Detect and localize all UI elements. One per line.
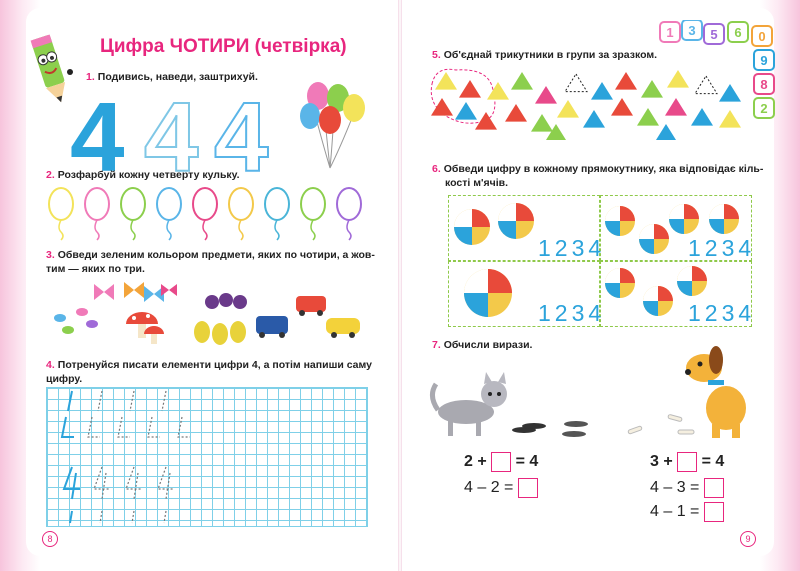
answer-box[interactable] — [677, 452, 697, 472]
task-number: 1. — [86, 71, 95, 83]
task-number: 5. — [432, 49, 441, 61]
task-number: 3. — [46, 249, 55, 261]
triangle-icon[interactable] — [665, 98, 687, 116]
answer-box[interactable] — [518, 478, 538, 498]
number-cube-digit: 1 — [666, 25, 674, 40]
task-3 — [46, 248, 375, 276]
balloon-outline-icon[interactable] — [85, 188, 109, 240]
book-spine — [398, 0, 402, 571]
balloon-outline-icon[interactable] — [157, 188, 181, 240]
expression-part: = 4 — [515, 453, 539, 471]
task-number: 6. — [432, 163, 441, 175]
page-title: Цифра ЧОТИРИ (четвірка) — [100, 36, 347, 57]
task-text: Розфарбуй кожну четверту кульку. — [57, 169, 240, 181]
number-cube-digit: 0 — [758, 29, 766, 44]
digit-four-hatched: 4 — [214, 82, 269, 192]
expression-part: = 4 — [701, 453, 725, 471]
balloon-outline-icon[interactable] — [49, 188, 73, 240]
number-cube — [660, 22, 680, 42]
answer-box[interactable] — [491, 452, 511, 472]
triangle-icon[interactable] — [511, 72, 533, 90]
triangle-icon[interactable] — [475, 112, 497, 130]
expression-dog-2 — [650, 478, 724, 498]
triangle-icon[interactable] — [431, 98, 453, 116]
plum-icon — [205, 293, 247, 309]
cat-with-fish-icon — [428, 372, 598, 442]
triangle-icon[interactable] — [611, 98, 633, 116]
triangle-icon[interactable] — [535, 86, 557, 104]
butterfly-icon — [94, 282, 177, 302]
task-text-line-2: тим — яких по три. — [46, 263, 145, 275]
balloon-outline-icon[interactable] — [229, 188, 253, 240]
triangle-icon[interactable] — [691, 108, 713, 126]
number-cube-digit: 3 — [688, 23, 696, 38]
task-number: 4. — [46, 359, 55, 371]
triangle-icon[interactable] — [531, 114, 553, 132]
number-cube — [728, 22, 748, 42]
balloon-outlines-row — [44, 186, 374, 242]
expression-cat-1 — [464, 452, 538, 472]
expression-dog-1 — [650, 452, 724, 472]
triangle-icon[interactable] — [719, 110, 741, 128]
task-number: 2. — [46, 169, 55, 181]
triangle-icon[interactable] — [505, 104, 527, 122]
balloon-outline-icon[interactable] — [265, 188, 289, 240]
triangle-icon[interactable] — [719, 84, 741, 102]
number-cube-digit: 6 — [734, 25, 742, 40]
page-number-right: 9 — [740, 531, 756, 547]
number-cube — [704, 24, 724, 44]
task-7 — [432, 338, 532, 352]
answer-box[interactable] — [704, 478, 724, 498]
balloon-outline-icon[interactable] — [337, 188, 361, 240]
digit-four-solid: 4 — [70, 82, 125, 192]
car-icon — [256, 296, 360, 338]
pear-icon — [194, 321, 246, 345]
task-6 — [432, 162, 763, 190]
expression-part: 2 + — [464, 453, 487, 471]
expression-dog-3 — [650, 502, 724, 522]
answer-box[interactable] — [704, 502, 724, 522]
number-cube-digit: 2 — [760, 101, 768, 116]
task-text: Об'єднай трикутники в групи за зразком. — [443, 49, 658, 61]
task-4 — [46, 358, 372, 386]
balloon-outline-icon[interactable] — [193, 188, 217, 240]
expression-part: 4 – 3 = — [650, 479, 700, 497]
triangle-icon[interactable] — [435, 72, 457, 90]
ball-count-digits-2[interactable]: 1234 — [688, 235, 756, 261]
triangle-icon[interactable] — [655, 124, 677, 140]
triangle-icon[interactable] — [667, 70, 689, 88]
task-text-line-1: Обведи цифру в кожному прямокутнику, яка відповідає кіль- — [443, 163, 764, 175]
expression-part: 4 – 1 = — [650, 503, 700, 521]
candy-icon — [54, 308, 98, 334]
triangle-icon[interactable] — [487, 82, 509, 100]
mushroom-icon — [126, 312, 164, 344]
triangle-icon[interactable] — [455, 102, 477, 120]
task-text-line-1: Потренуйся писати елементи цифри 4, а потім напиши саму — [57, 359, 372, 371]
triangle-icon[interactable] — [637, 108, 659, 126]
number-cube-digit: 5 — [710, 27, 718, 42]
balloon-outline-icon[interactable] — [121, 188, 145, 240]
triangle-icon[interactable] — [583, 110, 605, 128]
number-cube — [682, 20, 702, 40]
triangle-icon[interactable] — [459, 80, 481, 98]
ball-count-digits-3[interactable]: 1234 — [538, 300, 606, 326]
number-cube-digit: 8 — [760, 77, 768, 92]
task-2 — [46, 168, 240, 182]
task-text-line-2: кості м'ячів. — [445, 177, 508, 189]
page-number-left: 8 — [42, 531, 58, 547]
triangle-icon[interactable] — [641, 80, 663, 98]
balloon-outline-icon[interactable] — [301, 188, 325, 240]
triangles-picture[interactable] — [426, 64, 766, 140]
ball-count-digits-4[interactable]: 1234 — [688, 300, 756, 326]
triangle-icon[interactable] — [591, 82, 613, 100]
dog-with-bones-icon — [620, 344, 766, 444]
ball-count-digits-1[interactable]: 1234 — [538, 235, 606, 261]
triangle-icon[interactable] — [695, 76, 717, 94]
task-text: Обчисли вирази. — [443, 339, 533, 351]
task-text-line-1: Обведи зеленим кольором предмети, яких по чотири, а жов- — [57, 249, 375, 261]
balloon-bunch-icon — [296, 78, 370, 170]
triangle-icon[interactable] — [557, 100, 579, 118]
task-number: 7. — [432, 339, 441, 351]
number-cube-digit: 9 — [760, 53, 768, 68]
expression-part: 4 – 2 = — [464, 479, 514, 497]
task-text-line-2: цифру. — [46, 373, 83, 385]
triangle-icon[interactable] — [615, 72, 637, 90]
objects-picture — [44, 280, 374, 350]
expression-cat-2 — [464, 478, 538, 498]
triangle-icon[interactable] — [565, 74, 587, 92]
task-5 — [432, 48, 657, 62]
digit-four-dotted: 4 — [144, 82, 199, 192]
task-text: Подивись, наведи, заштрихуй. — [97, 71, 258, 83]
writing-sample-strokes — [46, 387, 366, 525]
expression-part: 3 + — [650, 453, 673, 471]
number-cube — [752, 26, 772, 46]
